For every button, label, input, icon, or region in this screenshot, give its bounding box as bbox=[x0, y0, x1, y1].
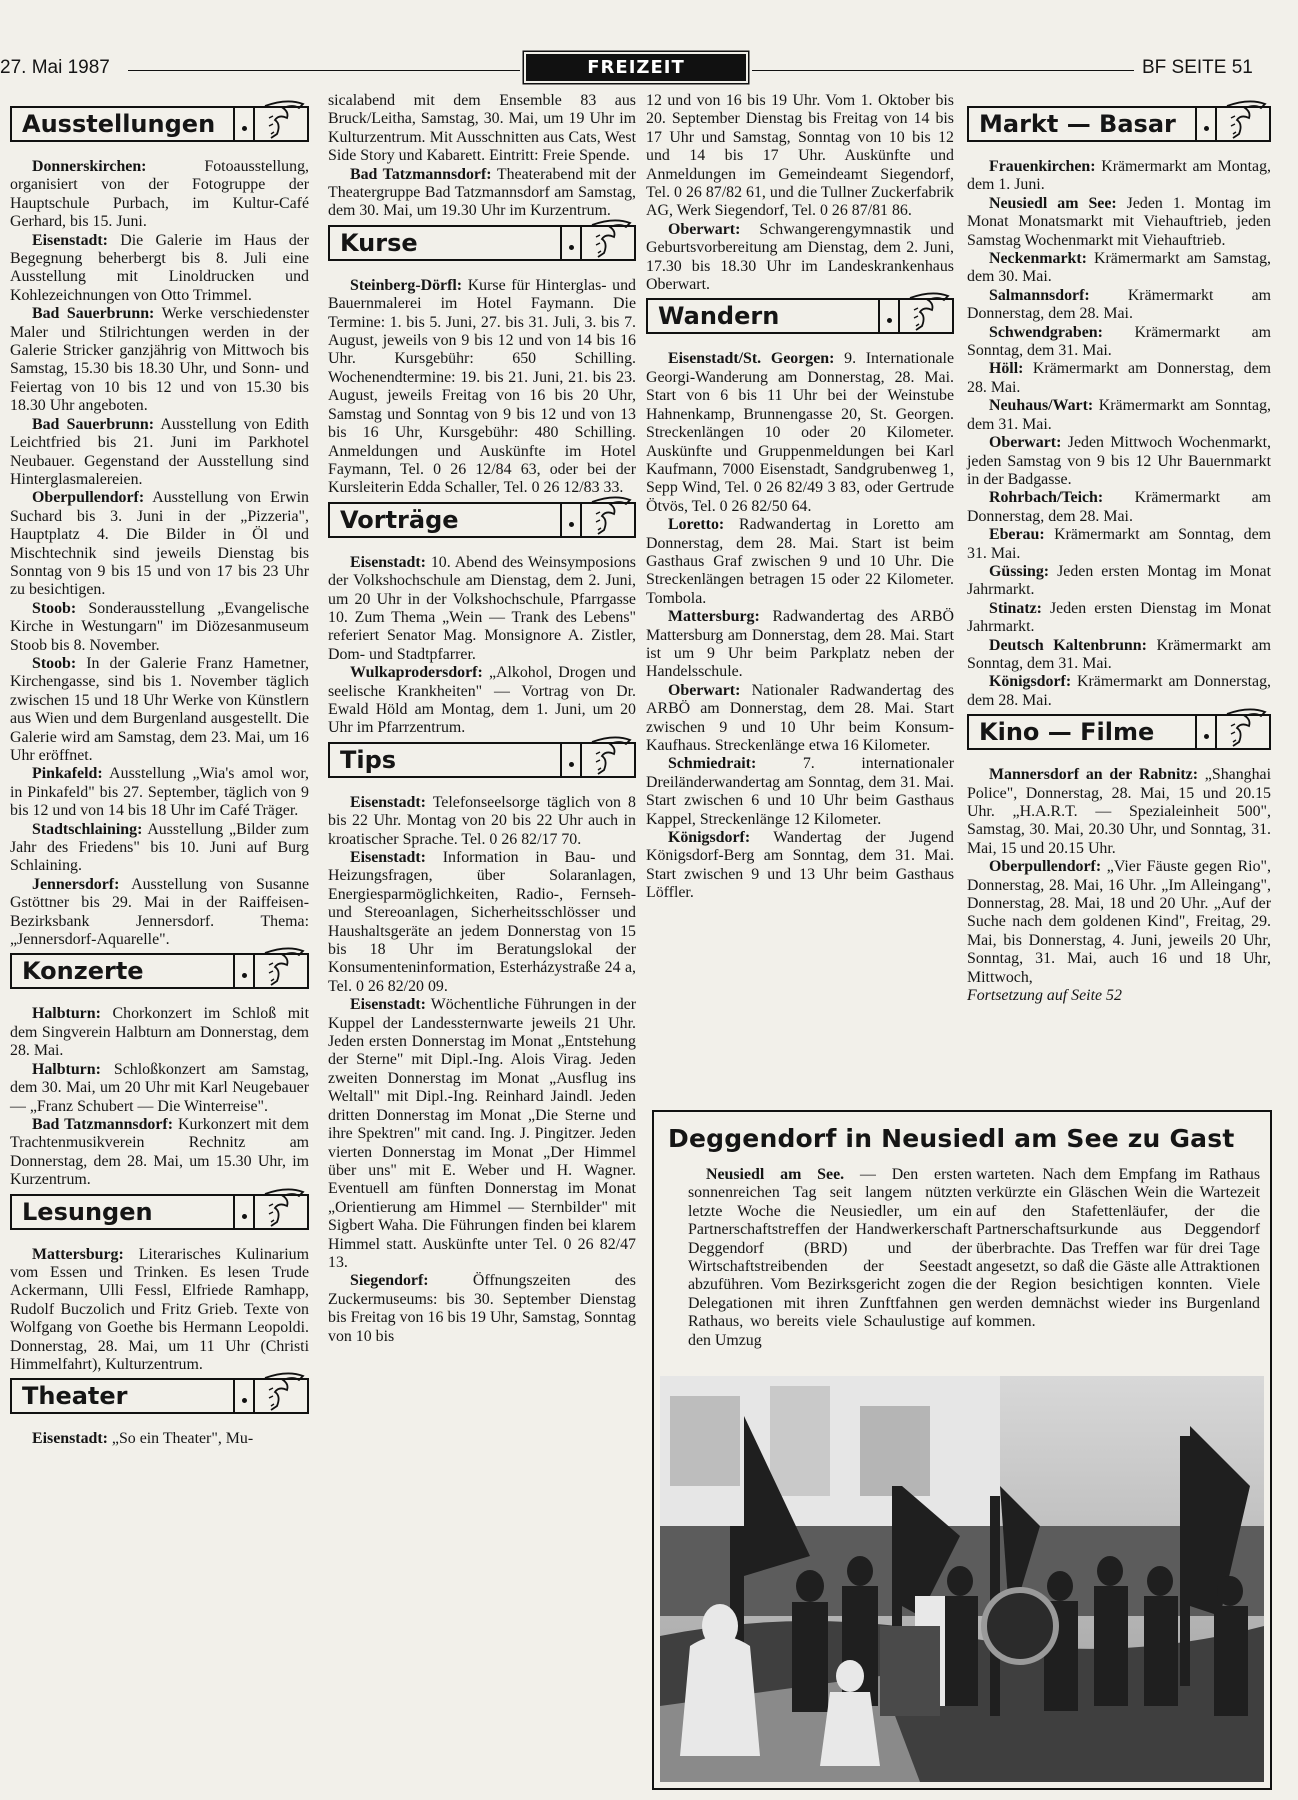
entry bbox=[967, 858, 1271, 987]
entry bbox=[646, 682, 954, 756]
entry-text: Kurse für Hinterglas- und Bauernmalerei im Hotel Faymann. Die Termine: 1. bis 5. Juni, 27. bis 31. Juli, 3. bis 7. August, jeweils von 9 bis 12 und von 14 bis 16 Uhr. Kursgebühr: 650 Schilling. Wochenendtermine: 19. bis 21. Juni, 21. bis 23. August, jeweils Freitag von 16 bis 20 Uhr, Samstag und Sonntag von 9 bis 12 und von 13 bis 16 Uhr, Kursgebühr: 480 Schilling. Anmeldungen und Auskünfte im Hotel Faymann, Tel. 0 26 12/84 63, oder bei der Kursleiterin Edda Schaller, Tel. 0 26 12/83 33. bbox=[328, 276, 636, 497]
entry bbox=[967, 637, 1271, 674]
rubric-kurse bbox=[328, 225, 636, 261]
entry bbox=[10, 600, 309, 655]
entry-place: Neusiedl am See: bbox=[989, 194, 1117, 212]
rubric-square bbox=[1195, 106, 1217, 142]
entry-place: Steinberg-Dörfl: bbox=[350, 276, 463, 294]
rubric-square bbox=[560, 225, 582, 261]
entry-place: Stadtschlaining: bbox=[32, 820, 143, 838]
entry bbox=[328, 554, 636, 664]
feature-headline: Deggendorf in Neusiedl am See zu Gast bbox=[668, 1124, 1235, 1153]
entry-place: Eisenstadt: bbox=[350, 553, 426, 571]
entry-place: Güssing: bbox=[989, 562, 1050, 580]
rubric-square bbox=[233, 106, 255, 142]
rubric-dot bbox=[1204, 126, 1209, 131]
entry-text: „Vier Fäuste gegen Rio", Donnerstag, 28. Mai, 16 Uhr. „Im Alleingang", Donnerstag, 28. Mai, 18 und 20 Uhr. „Auf der Suche nach dem goldenen Kind", Freitag, 29. Mai, bis Donnerstag, 4. Juni, jeweils 20 Uhr, Sonntag, 31. Mai, auch 16 und 18 Uhr, Mittwoch, bbox=[967, 858, 1271, 986]
entry-place: Oberwart: bbox=[989, 434, 1062, 452]
feature-body-2: warteten. Nach dem Empfang im Rathaus verkürzte ein Gläschen Wein die Wartezeit auf den Stafettenläufer, der die Partnerschaftsurkunde aus Deggendorf überbrachte. Das Treffen war für drei Tage angesetzt, so daß die Gäste alle Attraktionen der Region besichtigen konnten. Viele werden demnächst wieder ins Burgenland kommen. bbox=[976, 1166, 1260, 1331]
rubric-lesungen bbox=[10, 1194, 309, 1230]
entry bbox=[328, 277, 636, 498]
rubric-title: Kurse bbox=[340, 228, 418, 257]
entry-text: Krämermarkt am Donnerstag, dem 28. Mai. bbox=[967, 286, 1271, 323]
entries bbox=[328, 92, 636, 221]
entries bbox=[10, 158, 309, 949]
rubric-title: Markt — Basar bbox=[979, 110, 1176, 138]
rubric-title: Konzerte bbox=[22, 957, 144, 986]
entry bbox=[967, 766, 1271, 858]
entry bbox=[328, 1272, 636, 1346]
entry-place: Neuhaus/Wart: bbox=[989, 397, 1094, 415]
pen-icon bbox=[259, 1366, 309, 1416]
pen-icon bbox=[259, 941, 309, 991]
entry-place: Oberpullendorf: bbox=[989, 858, 1102, 876]
rubric-title: Tips bbox=[340, 745, 397, 774]
entry bbox=[967, 563, 1271, 600]
entry-place: Loretto: bbox=[668, 516, 725, 534]
entry-text: 10. Abend des Weinsymposions der Volkshochschule am Dienstag, dem 2. Juni, um 20 Uhr in der Volkshochschule, Pfarrgasse 10. Zum Thema „Wein — Trank des Lebens" referiert Senator Mag. Monsignore A. Zistler, Dom- und Stadtpfarrer. bbox=[328, 553, 636, 663]
column-1 bbox=[10, 102, 309, 1449]
entry-place: Schwendgraben: bbox=[989, 323, 1103, 341]
entry bbox=[646, 92, 954, 221]
entry bbox=[967, 324, 1271, 361]
entry bbox=[967, 434, 1271, 489]
entry-text: 7. internationaler Dreiländerwandertag am Sonntag, dem 31. Mai. Start zwischen 6 und 10 Uhr beim Gasthaus Kappel, Streckenlänge 12 Kilometer. bbox=[646, 755, 954, 828]
entry-text: Jeden 1. Montag im Monat Monatsmarkt mit Viehauftrieb, jeden Samstag Wochenmarkt mit Viehauftrieb. bbox=[967, 194, 1271, 249]
rubric-title: Vorträge bbox=[340, 505, 459, 534]
entries bbox=[328, 277, 636, 498]
entry bbox=[646, 608, 954, 682]
entry bbox=[967, 250, 1271, 287]
rubric-dot bbox=[242, 1214, 247, 1219]
pen-icon bbox=[586, 213, 636, 263]
entry-text: Ausstellung von Erwin Suchard bis 3. Juni in der „Pizzeria", Hauptplatz 4. Die Bilder in Öl und Mischtechnik sind jeweils Dienstag bis Sonntag von 9 bis 15 und von 17 bis 23 Uhr zu besichtigen. bbox=[10, 489, 309, 599]
entry-text: Telefonseelsorge täglich von 8 bis 22 Uhr. Montag von 20 bis 22 Uhr auch in kroatischer Sprache. Tel. 0 26 82/17 70. bbox=[328, 793, 636, 848]
entry bbox=[967, 287, 1271, 324]
issue-date: 27. Mai 1987 bbox=[0, 57, 110, 78]
entry bbox=[10, 489, 309, 599]
entry bbox=[10, 1430, 309, 1448]
entry bbox=[328, 664, 636, 738]
entry-text: Ausstellung „Bilder zum Jahr des Friedens" bis 10. Juni auf Burg Schlaining. bbox=[10, 820, 309, 875]
entry-place: Halbturn: bbox=[32, 1005, 101, 1023]
feature-body-1: — Den ersten sonnenreichen Tag seit langem nützten letzte Woche die Neusiedler, um ein Partnerschaftstreffen der Handwerkerschaft Deggendorf (BRD) und der Wirtschaftstreibenden der Seestadt abzuführen. Vom Bezirksgericht zogen die Delegationen mit ihren Zunftfahnen gen Rathaus, wo bereits viele Schaulustige auf den Umzug bbox=[688, 1166, 972, 1349]
entry bbox=[10, 765, 309, 820]
entry-text: Krämermarkt am Sonntag, dem 31. Mai. bbox=[967, 323, 1271, 360]
continuation-note: Fortsetzung auf Seite 52 bbox=[967, 987, 1122, 1005]
entry-text: Krämermarkt am Sonntag, dem 31. Mai. bbox=[967, 526, 1271, 562]
pen-icon bbox=[1221, 94, 1271, 144]
entry-place: Eisenstadt: bbox=[32, 231, 108, 249]
entry-text: Krämermarkt am Samstag, dem 30. Mai. bbox=[967, 250, 1271, 286]
entry-place: Donnerskirchen: bbox=[32, 158, 147, 175]
entry-place: Höll: bbox=[989, 360, 1024, 378]
entries bbox=[10, 1005, 309, 1189]
entry bbox=[328, 794, 636, 849]
rubric-square bbox=[878, 298, 900, 334]
entry bbox=[10, 1246, 309, 1375]
rubric-dot bbox=[569, 245, 574, 250]
entry-place: Wulkaprodersdorf: bbox=[350, 664, 483, 682]
rubric-title: Ausstellungen bbox=[22, 110, 216, 138]
rubric-wandern bbox=[646, 298, 954, 334]
entry-place: Eberau: bbox=[989, 526, 1045, 544]
entry bbox=[967, 195, 1271, 250]
column-4 bbox=[967, 102, 1271, 1005]
entry-place: Oberwart: bbox=[668, 681, 741, 699]
entry-place: Bad Sauerbrunn: bbox=[32, 415, 155, 433]
rubric-square bbox=[233, 1378, 255, 1414]
entry-text: Theaterabend mit der Theatergruppe Bad Tatzmannsdorf am Samstag, dem 30. Mai, um 19.30 Uhr im Kurzentrum. bbox=[328, 165, 636, 220]
entry-place: Siegendorf: bbox=[350, 1272, 429, 1290]
entries bbox=[328, 794, 636, 1346]
entry-place: Mattersburg: bbox=[668, 608, 760, 626]
entry-text: Chorkonzert im Schloß mit dem Singverein Halbturn am Donnerstag, dem 28. Mai. bbox=[10, 1005, 309, 1060]
entry bbox=[967, 489, 1271, 526]
rubric-konzerte bbox=[10, 953, 309, 989]
pen-icon bbox=[586, 490, 636, 540]
pen-icon bbox=[1221, 702, 1271, 752]
entries bbox=[646, 350, 954, 902]
entry-text: Sonderausstellung „Evangelische Kirche in Westungarn" im Diözesanmuseum Stoob bis 8. November. bbox=[10, 599, 309, 654]
feature-text-right bbox=[976, 1166, 1260, 1332]
photo-image bbox=[660, 1376, 1264, 1782]
rubric-square bbox=[1195, 714, 1217, 750]
page-number: BF SEITE 51 bbox=[1142, 57, 1253, 78]
entry-place: Eisenstadt: bbox=[32, 1430, 108, 1448]
entry-place: Halbturn: bbox=[32, 1060, 101, 1078]
entry bbox=[10, 1005, 309, 1060]
pen-icon bbox=[259, 94, 309, 144]
entries bbox=[967, 766, 1271, 987]
entry-place: Deutsch Kaltenbrunn: bbox=[989, 636, 1147, 654]
entry-text: Jeden Mittwoch Wochenmarkt, jeden Samstag von 9 bis 12 Uhr Bauernmarkt in der Badgasse. bbox=[967, 434, 1271, 488]
entry bbox=[967, 600, 1271, 637]
entry-place: Stoob: bbox=[32, 599, 77, 617]
entry-text: Krämermarkt am Montag, dem 1. Juni. bbox=[967, 158, 1271, 194]
rubric-square bbox=[560, 502, 582, 538]
entry-place: Stoob: bbox=[32, 654, 77, 672]
entry bbox=[10, 1061, 309, 1116]
entry-place: Salmannsdorf: bbox=[989, 286, 1090, 304]
entry bbox=[646, 350, 954, 516]
entries bbox=[646, 92, 954, 294]
rubric-dot bbox=[242, 126, 247, 131]
entry-place: Stinatz: bbox=[989, 599, 1042, 617]
entry bbox=[328, 996, 636, 1272]
entry bbox=[328, 849, 636, 996]
column-2 bbox=[328, 92, 636, 1346]
entry bbox=[646, 516, 954, 608]
rubric-markt bbox=[967, 106, 1271, 142]
section-title: FREIZEIT bbox=[526, 54, 746, 81]
entry-place: Oberpullendorf: bbox=[32, 489, 145, 507]
entry-text: Krämermarkt am Donnerstag, dem 28. Mai. bbox=[967, 360, 1271, 396]
rubric-square bbox=[560, 742, 582, 778]
entry bbox=[967, 526, 1271, 563]
entry bbox=[10, 305, 309, 415]
rubric-vortraege bbox=[328, 502, 636, 538]
entry-text: Information in Bau- und Heizungsfragen, über Solaranlagen, Energiesparmöglichkeiten, Radio-, Fernseh- und Stereoanlagen, Sicherheitsschlösser und Haushaltsgeräte an jedem Donnerstag von 15 bis 18 Uhr im Beratungslokal der Konsumenteninformation, Esterházystraße 24 a, Tel. 0 26 82/20 09. bbox=[328, 849, 636, 995]
entry-place: Rohrbach/Teich: bbox=[989, 489, 1104, 507]
entry-place: Jennersdorf: bbox=[32, 875, 120, 893]
entry-text: 9. Internationale Georgi-Wanderung am Donnerstag, 28. Mai. Start von 6 bis 11 Uhr bei der Weinstube Hahnenkamp, Brunnengasse 20, St. Georgen. Streckenlängen 10 oder 20 Kilometer. Auskünfte und Gruppenmeldungen bei Karl Kaufmann, 7000 Eisenstadt, Sandgrubenweg 1, Sepp Wind, Tel. 0 26 82/49 3 83, oder Gertrude Ötvös, Tel. 0 26 82/50 64. bbox=[646, 350, 955, 515]
rubric-tips bbox=[328, 742, 636, 778]
entries bbox=[328, 554, 636, 738]
rubric-square bbox=[233, 953, 255, 989]
rubric-theater bbox=[10, 1378, 309, 1414]
entry-text: Ausstellung von Susanne Gstöttner bis 29. Mai in der Raiffeisen-Bezirksbank Jennersdorf. Thema: „Jennersdorf-Aquarelle". bbox=[10, 875, 309, 949]
entry-place: Neckenmarkt: bbox=[989, 250, 1087, 268]
entry-place: Bad Sauerbrunn: bbox=[32, 305, 155, 323]
rubric-dot bbox=[569, 522, 574, 527]
entry bbox=[328, 92, 636, 166]
rubric-title: Theater bbox=[22, 1382, 128, 1411]
pen-icon bbox=[904, 286, 954, 336]
pen-icon bbox=[586, 730, 636, 780]
entry bbox=[10, 876, 309, 950]
entry bbox=[646, 755, 954, 829]
entry bbox=[10, 158, 309, 232]
rubric-square bbox=[233, 1194, 255, 1230]
entry-place: Königsdorf: bbox=[989, 673, 1072, 691]
pen-icon bbox=[259, 1182, 309, 1232]
entry-place: Frauenkirchen: bbox=[989, 158, 1096, 175]
entry bbox=[10, 655, 309, 765]
entry bbox=[10, 232, 309, 306]
entry-place: Oberwart: bbox=[668, 220, 741, 238]
entry-place: Mattersburg: bbox=[32, 1245, 124, 1263]
entry bbox=[646, 221, 954, 295]
entries bbox=[10, 1430, 309, 1448]
page-header bbox=[0, 52, 1298, 86]
entry-place: Schmiedrait: bbox=[668, 755, 757, 773]
entry-text: Kurkonzert mit dem Trachtenmusikverein Rechnitz am Donnerstag, dem 28. Mai, um 15.30 Uhr, im Kurzentrum. bbox=[10, 1115, 309, 1189]
entry bbox=[10, 1116, 309, 1190]
entry-text: Werke verschiedenster Maler und Stilrichtungen werden in der Galerie Stricker ganzjährig von Mittwoch bis Samstag, 15.30 bis 18.30 Uhr, und Sonn- und Feiertag von 10 bis 12 und von 15.30 bis 18.30 Uhr angeboten. bbox=[10, 305, 310, 415]
rubric-title: Lesungen bbox=[22, 1197, 153, 1226]
entry-text: Fotoausstellung, organisiert von der Fotogruppe der Hauptschule Purbach, im Kultur-Café Gerhard, bis 15. Juni. bbox=[10, 158, 309, 231]
entry-place: Bad Tatzmannsdorf: bbox=[32, 1115, 174, 1133]
entry-text: Radwandertag in Loretto am Donnerstag, dem 28. Mai. Start ist beim Gasthaus Graf zwischen 9 und 10 Uhr. Die Streckenlängen betragen 15 oder 22 Kilometer. Tombola. bbox=[646, 516, 954, 607]
entry bbox=[967, 397, 1271, 434]
entry-text: In der Galerie Franz Hametner, Kirchengasse, sind bis 1. November täglich zwischen 15 und 18 Uhr Werke von Künstlern aus Wien und dem Burgenland ausgestellt. Die Galerie wird am Samstag, dem 23. Mai, um 16 Uhr eröffnet. bbox=[10, 654, 309, 764]
entry-text: Krämermarkt am Sonntag, dem 31. Mai. bbox=[967, 636, 1271, 672]
entry-place: Eisenstadt: bbox=[350, 849, 426, 866]
feature-article bbox=[652, 1110, 1272, 1790]
feature-text-left bbox=[688, 1166, 972, 1350]
entry-text: sicalabend mit dem Ensemble 83 aus Bruck/Leitha, Samstag, 30. Mai, um 19 Uhr im Kulturzentrum. Mit Ausschnitten aus Cats, West Side Story und Kabarett. Eintritt: Freie Spende. bbox=[328, 92, 636, 165]
entry-text: Krämermarkt am Sonntag, dem 31. Mai. bbox=[967, 397, 1271, 433]
header-rule-right bbox=[752, 70, 1134, 71]
entry bbox=[646, 829, 954, 903]
entry-text: Radwandertag des ARBÖ Mattersburg am Donnerstag, dem 28. Mai. Start ist um 9 Uhr beim Parkplatz neben der Handelsschule. bbox=[646, 608, 954, 681]
entry-place: Königsdorf: bbox=[668, 829, 751, 847]
entry-text: „Alkohol, Drogen und seelische Krankheiten" — Vortrag von Dr. Ewald Höld am Montag, dem 1. Juni, um 20 Uhr im Pfarrzentrum. bbox=[328, 664, 636, 737]
rubric-dot bbox=[569, 762, 574, 767]
entry-text: Öffnungszeiten des Zuckermuseums: bis 30. September Dienstag bis Freitag von 16 bis 19 Uhr, Samstag, Sonntag von 10 bis bbox=[328, 1272, 636, 1345]
entry-text: Schwangerengymnastik und Geburtsvorbereitung am Dienstag, dem 2. Juni, 17.30 bis 18.30 Uhr im Landeskrankenhaus Oberwart. bbox=[646, 220, 954, 294]
entry bbox=[967, 158, 1271, 195]
entries bbox=[10, 1246, 309, 1375]
entry-text: Ausstellung von Edith Leichtfried bis 21. Juni im Parkhotel Neubauer. Gegenstand der Ausstellung sind Hinterglasmalereien. bbox=[10, 415, 309, 488]
entries bbox=[967, 158, 1271, 710]
entry-place: Eisenstadt: bbox=[350, 793, 426, 811]
entry-text: Wandertag der Jugend Königsdorf-Berg am Sonntag, dem 31. Mai. Start zwischen 9 und 13 Uhr beim Gasthaus Löffler. bbox=[646, 829, 954, 902]
rubric-title: Wandern bbox=[658, 302, 780, 331]
feature-photo bbox=[660, 1376, 1264, 1782]
entry-place: Pinkafeld: bbox=[32, 765, 103, 783]
entry-text: Jeden ersten Montag im Monat Jahrmarkt. bbox=[967, 562, 1271, 599]
entry-text: „So ein Theater", Mu- bbox=[107, 1430, 254, 1448]
rubric-title: Kino — Filme bbox=[979, 718, 1155, 747]
entry-place: Mannersdorf an der Rabnitz: bbox=[989, 766, 1199, 784]
entry bbox=[10, 821, 309, 876]
rubric-ausstellungen bbox=[10, 106, 309, 142]
entry-text: Krämermarkt am Donnerstag, dem 28. Mai. bbox=[967, 673, 1271, 709]
feature-dateline: Neusiedl am See. bbox=[706, 1166, 845, 1183]
entry-text: Krämermarkt am Donnerstag, dem 28. Mai. bbox=[967, 489, 1271, 525]
entry-place: Bad Tatzmannsdorf: bbox=[350, 165, 492, 183]
entry-text: Ausstellung „Wia's amol wor, in Pinkafeld" bis 27. September, täglich von 9 bis 12 und von 14 bis 18 Uhr im Café Träger. bbox=[10, 765, 309, 820]
header-rule-left bbox=[128, 70, 520, 71]
entry-text: „Shanghai Police", Donnerstag, 28. Mai, 15 und 20.15 Uhr. „H.A.R.T. — Spezialeinheit 500", Samstag, 30. Mai, 20.30 Uhr, und Sonntag, 31. Mai, 15 und 20.15 Uhr. bbox=[967, 766, 1272, 857]
entry bbox=[967, 360, 1271, 397]
entry-text: Literarisches Kulinarium vom Essen und Trinken. Es lesen Trude Ackermann, Ulli Fessl, Elfriede Ramhapp, Rudolf Buczolich und Fritz Grieb. Texte von Wolfgang von Goethe bis Hermann Leopoldi. Donnerstag, 28. Mai, um 11 Uhr (Christi Himmelfahrt), Kulturzentrum. bbox=[10, 1245, 309, 1373]
entry bbox=[10, 416, 309, 490]
entry-text: Die Galerie im Haus der Begegnung beherbergt bis 8. Juli eine Ausstellung mit Linoldrucken und Kohlezeichnungen von Otto Trimmel. bbox=[10, 231, 309, 304]
entry-text: Schloßkonzert am Samstag, dem 30. Mai, um 20 Uhr mit Karl Neugebauer — „Franz Schubert — Die Winterreise". bbox=[10, 1060, 309, 1115]
rubric-kino bbox=[967, 714, 1271, 750]
entry-place: Eisenstadt: bbox=[350, 996, 426, 1014]
entry-text: Nationaler Radwandertag des ARBÖ am Donnerstag, dem 28. Mai. Start zwischen 9 und 10 Uhr beim Konsum-Kaufhaus. Streckenlänge etwa 16 Kilometer. bbox=[646, 681, 954, 754]
entry-text: Jeden ersten Dienstag im Monat Jahrmarkt. bbox=[967, 599, 1271, 636]
entry-text: 12 und von 16 bis 19 Uhr. Vom 1. Oktober bis 20. September Dienstag bis Freitag von 14 bis 17 Uhr und Samstag, Sonntag von 10 bis 12 und 14 bis 17 Uhr. Auskünfte und Anmeldungen im Gemeindeamt Siegendorf, Tel. 0 26 87/82 61, und die Tullner Zuckerfabrik AG, Werk Siegendorf, Tel. 0 26 87/81 86. bbox=[646, 92, 954, 220]
entry-text: Wöchentliche Führungen in der Kuppel der Landessternwarte jeweils 21 Uhr. Jeden ersten Donnerstag im Monat „Entstehung der Sterne" mit Dipl.-Ing. Alois Virag. Jeden zweiten Donnerstag im Monat „Ausflug ins Weltall" mit Dipl.-Ing. Reinhard Jaindl. Jeden dritten Donnerstag im Monat „Die Sterne und ihre Spektren" mit cand. Ing. J. Pingitzer. Jeden vierten Donnerstag im Monat „Der Himmel über uns" mit E. Weber und H. Wagner. Eventuell am fünften Donnerstag im Monat „Orientierung am Himmel — Sternbilder" mit Sigbert Waha. Die Führungen finden bei klarem Himmel statt. Auskünfte unter Tel. 0 26 82/47 13. bbox=[328, 996, 636, 1271]
entry-place: Eisenstadt/St. Georgen: bbox=[668, 350, 835, 368]
column-3 bbox=[646, 92, 954, 903]
